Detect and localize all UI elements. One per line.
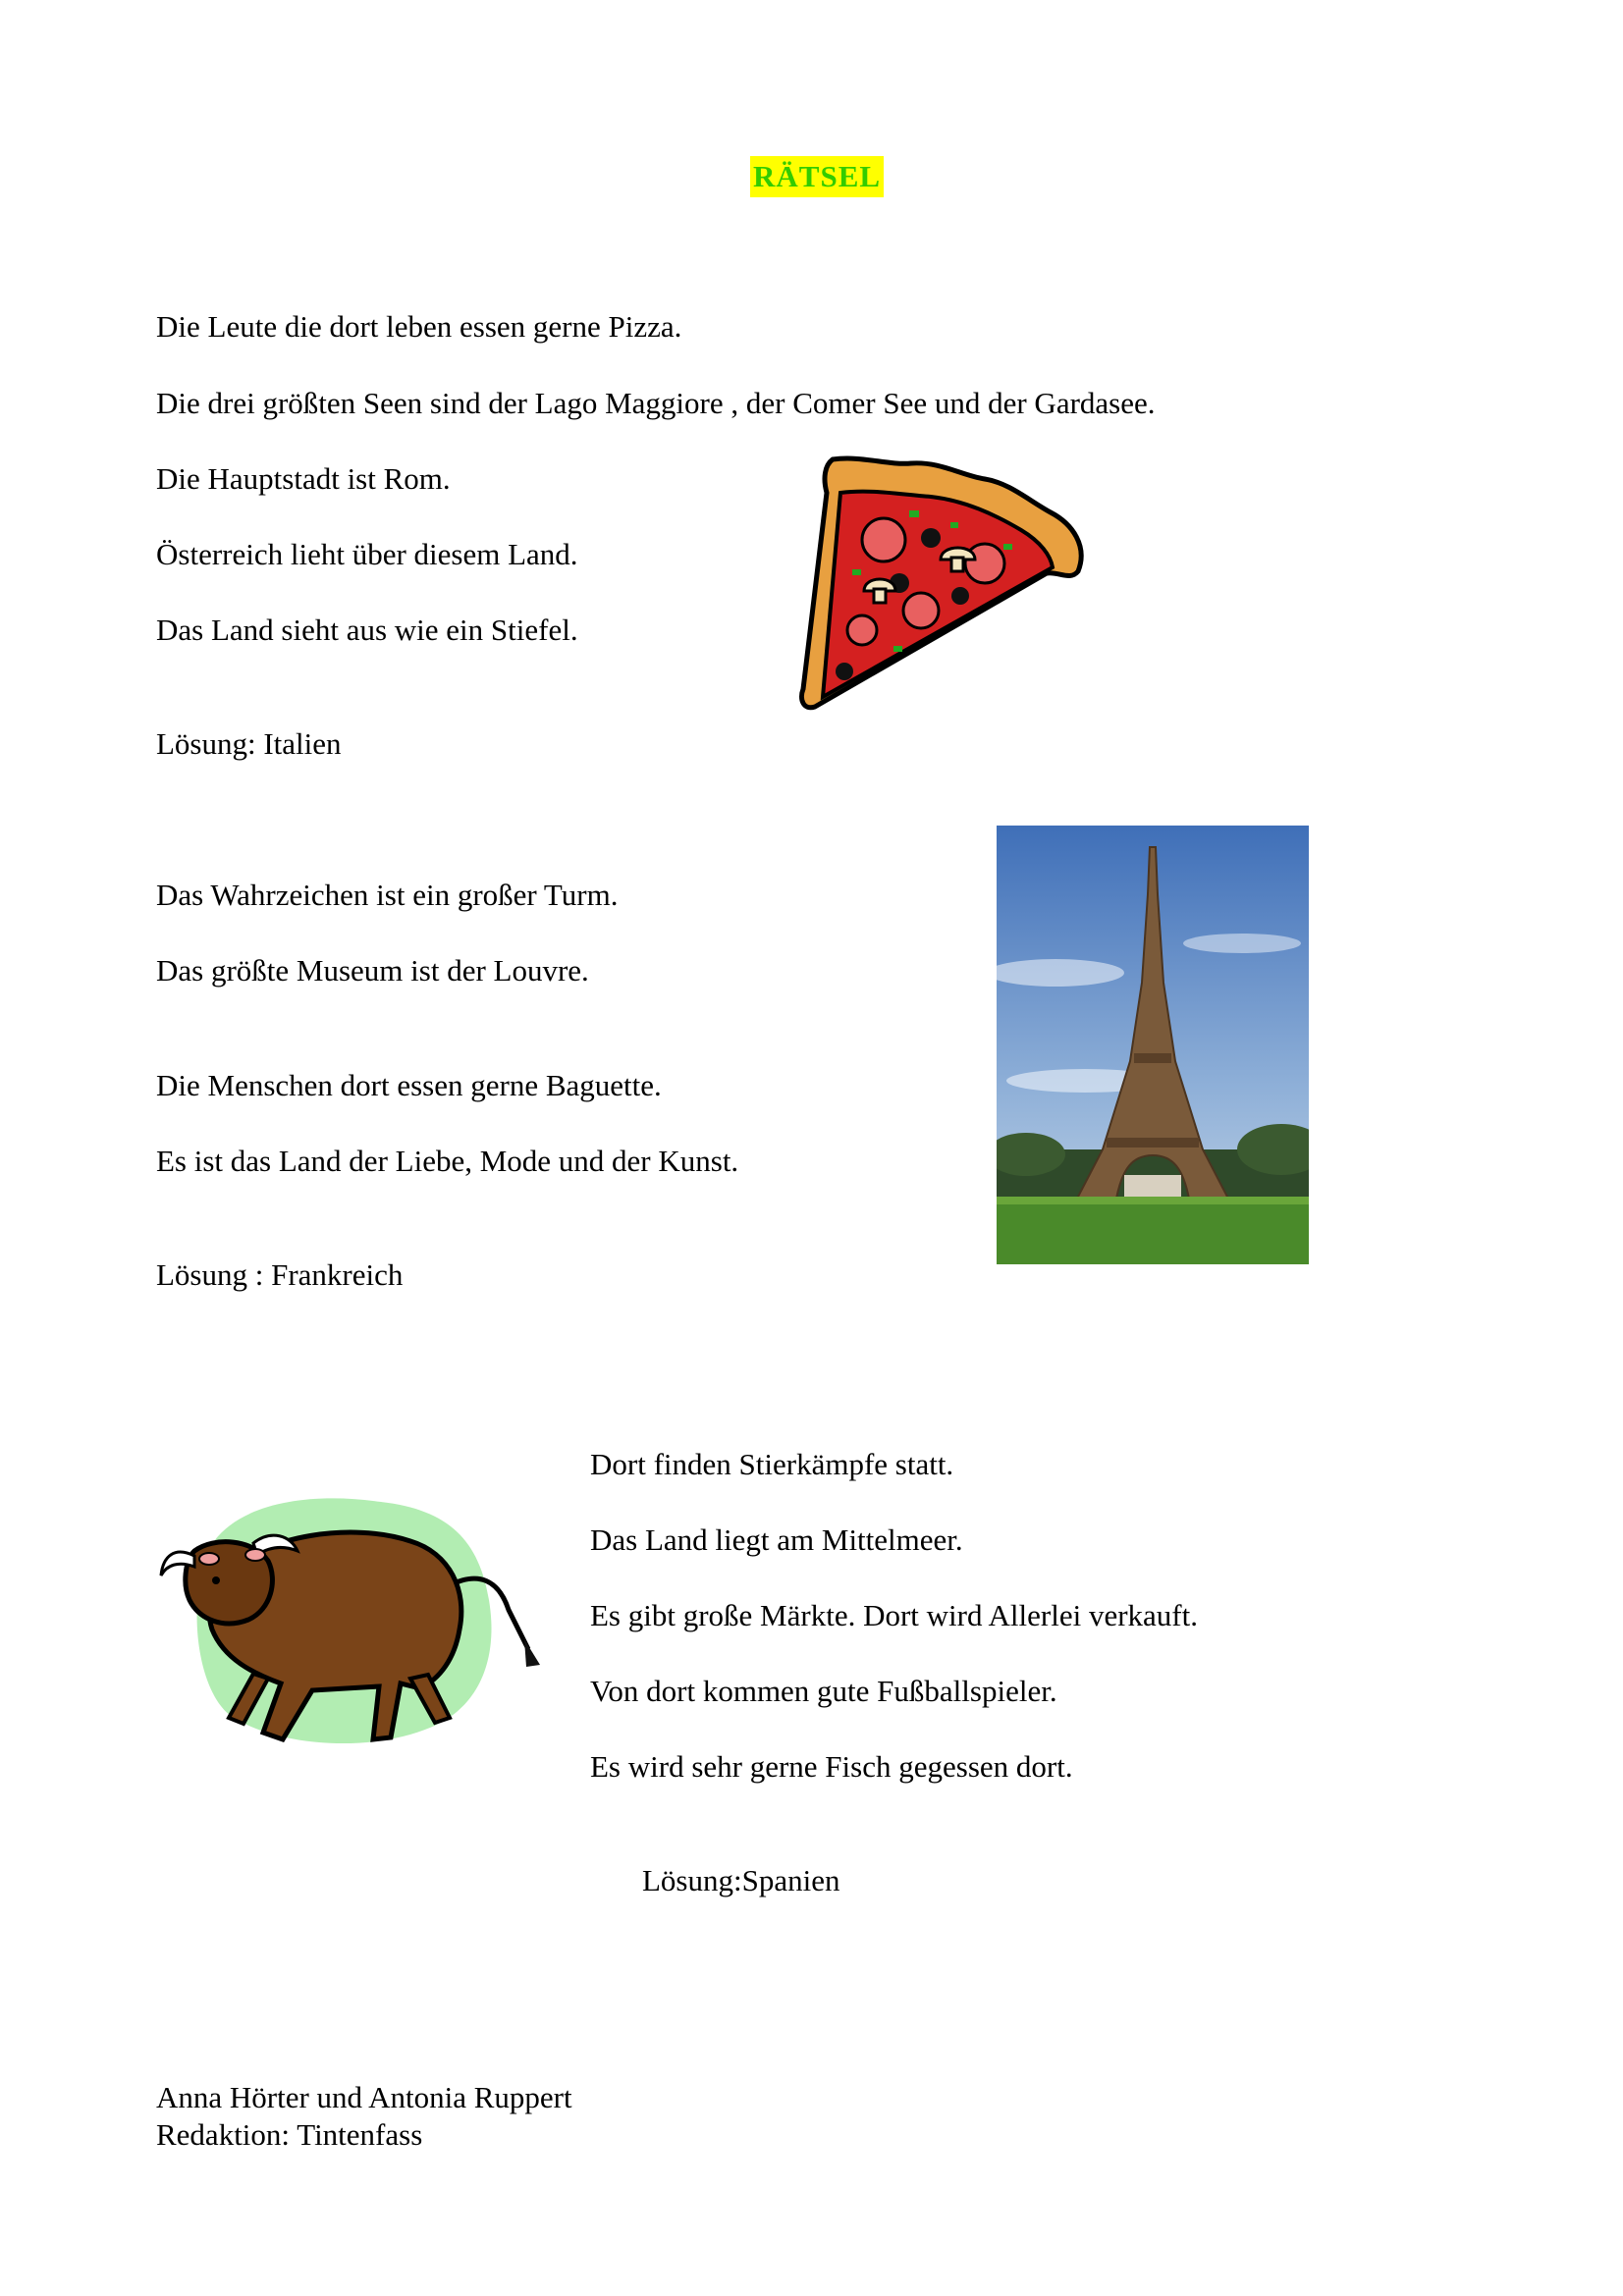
footer-authors: Anna Hörter und Antonia Ruppert bbox=[156, 2080, 572, 2114]
riddle-3-line-3: Es gibt große Märkte. Dort wird Allerlei verkauft. bbox=[590, 1598, 1198, 1632]
riddle-3-line-4: Von dort kommen gute Fußballspieler. bbox=[590, 1674, 1057, 1708]
pizza-slice-icon bbox=[793, 454, 1088, 714]
riddle-2-line-4: Es ist das Land der Liebe, Mode und der Kunst. bbox=[156, 1144, 739, 1178]
bull-icon bbox=[155, 1482, 587, 1821]
page-title: RÄTSEL bbox=[750, 156, 884, 197]
riddle-1-solution: Lösung: Italien bbox=[156, 726, 342, 761]
riddle-3-line-5: Es wird sehr gerne Fisch gegessen dort. bbox=[590, 1749, 1073, 1784]
eiffel-tower-photo bbox=[997, 826, 1309, 1264]
riddle-2-line-1: Das Wahrzeichen ist ein großer Turm. bbox=[156, 878, 619, 912]
riddle-3-line-2: Das Land liegt am Mittelmeer. bbox=[590, 1522, 963, 1557]
riddle-2-line-3: Die Menschen dort essen gerne Baguette. bbox=[156, 1068, 662, 1102]
riddle-1-line-2: Die drei größten Seen sind der Lago Maggiore , der Comer See und der Gardasee. bbox=[156, 386, 1156, 420]
riddle-1-line-3: Die Hauptstadt ist Rom. bbox=[156, 461, 451, 496]
riddle-3-line-1: Dort finden Stierkämpfe statt. bbox=[590, 1447, 954, 1481]
riddle-3-solution: Lösung:Spanien bbox=[642, 1863, 840, 1897]
footer-editorial: Redaktion: Tintenfass bbox=[156, 2117, 423, 2152]
riddle-1-line-1: Die Leute die dort leben essen gerne Pizza. bbox=[156, 309, 682, 344]
riddle-2-line-2: Das größte Museum ist der Louvre. bbox=[156, 953, 589, 988]
riddle-1-line-4: Österreich lieht über diesem Land. bbox=[156, 537, 578, 571]
riddle-1-line-5: Das Land sieht aus wie ein Stiefel. bbox=[156, 613, 578, 647]
riddle-2-solution: Lösung : Frankreich bbox=[156, 1257, 404, 1292]
